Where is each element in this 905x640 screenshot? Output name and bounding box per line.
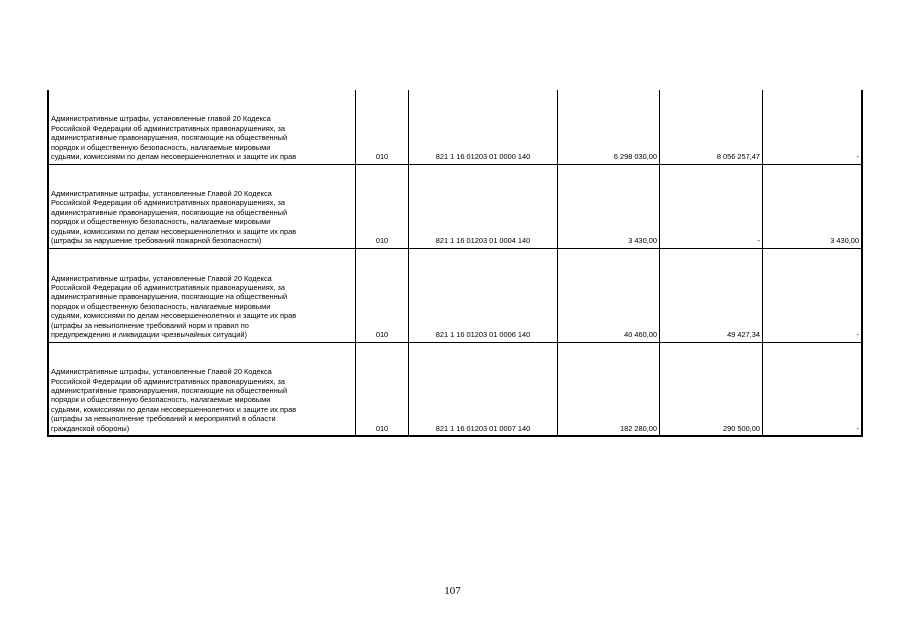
description-line: Российской Федерации об административных правонарушениях, за [51, 376, 286, 386]
row-value-2: 290 500,00 [660, 342, 763, 436]
table-row [48, 90, 862, 164]
row-kbk: 821 1 16 01203 01 0000 140 [409, 90, 558, 164]
row-value-3: 3 430,00 [763, 164, 863, 248]
description-line: порядок и общественную безопасность, налагаемые мировыми [51, 217, 271, 227]
description-line: предупреждению и ликвидации чрезвычайных ситуаций) [51, 330, 247, 340]
row-kbk: 821 1 16 01203 01 0004 140 [409, 164, 558, 248]
row-value-1: 40 460,00 [558, 248, 660, 342]
description-line: Российской Федерации об административных правонарушениях, за [51, 198, 286, 208]
row-code: 010 [356, 90, 409, 164]
description-line: порядок и общественную безопасность, налагаемые мировыми [51, 395, 271, 405]
row-value-2: 49 427,34 [660, 248, 763, 342]
table-row [48, 248, 862, 342]
row-value-2: - [660, 164, 763, 248]
description-line: судьями, комиссиями по делам несовершеннолетних и защите их прав [51, 152, 297, 162]
row-value-1: 3 430,00 [558, 164, 660, 248]
description-line: (штрафы за невыполнение требований норм и правил по [51, 320, 249, 330]
description-line: Российской Федерации об административных правонарушениях, за [51, 123, 286, 133]
row-kbk: 821 1 16 01203 01 0007 140 [409, 342, 558, 436]
description-line: Административные штрафы, установленные Главой 20 Кодекса [51, 367, 272, 377]
row-description [48, 164, 356, 248]
description-line: административные правонарушения, посягающие на общественный [51, 133, 288, 143]
description-line: Российской Федерации об административных правонарушениях, за [51, 283, 286, 293]
description-line: административные правонарушения, посягающие на общественный [51, 385, 288, 395]
description-line: Административные штрафы, установленные Главой 20 Кодекса [51, 273, 272, 283]
description-line: судьями, комиссиями по делам несовершеннолетних и защите их прав [51, 404, 297, 414]
table-body [48, 90, 862, 436]
row-kbk: 821 1 16 01203 01 0006 140 [409, 248, 558, 342]
description-line: Административные штрафы, установленные Главой 20 Кодекса [51, 189, 272, 199]
description-line: (штрафы за невыполнение требований и мероприятий в области [51, 414, 276, 424]
budget-report-table [47, 90, 863, 437]
row-description [48, 248, 356, 342]
row-code: 010 [356, 164, 409, 248]
page-number: 107 [444, 585, 461, 597]
row-description [48, 90, 356, 164]
row-value-3: - [763, 342, 863, 436]
row-value-1: 182 280,00 [558, 342, 660, 436]
description-line: гражданской обороны) [51, 423, 130, 433]
row-value-3: - [763, 248, 863, 342]
table-row [48, 164, 862, 248]
description-line: Административные штрафы, установленные главой 20 Кодекса [51, 114, 271, 124]
row-value-3: - [763, 90, 863, 164]
row-description [48, 342, 356, 436]
description-line: (штрафы за нарушение требований пожарной безопасности) [51, 236, 262, 246]
description-line: порядок и общественную безопасность, налагаемые мировыми [51, 142, 271, 152]
description-line: судьями, комиссиями по делам несовершеннолетних и защите их прав [51, 226, 297, 236]
description-line: судьями, комиссиями по делам несовершеннолетних и защите их прав [51, 311, 297, 321]
description-line: порядок и общественную безопасность, налагаемые мировыми [51, 301, 271, 311]
description-line: административные правонарушения, посягающие на общественный [51, 292, 288, 302]
row-code: 010 [356, 248, 409, 342]
row-code: 010 [356, 342, 409, 436]
description-line: административные правонарушения, посягающие на общественный [51, 207, 288, 217]
table-row [48, 342, 862, 436]
row-value-2: 8 056 257,47 [660, 90, 763, 164]
row-value-1: 6 298 030,00 [558, 90, 660, 164]
